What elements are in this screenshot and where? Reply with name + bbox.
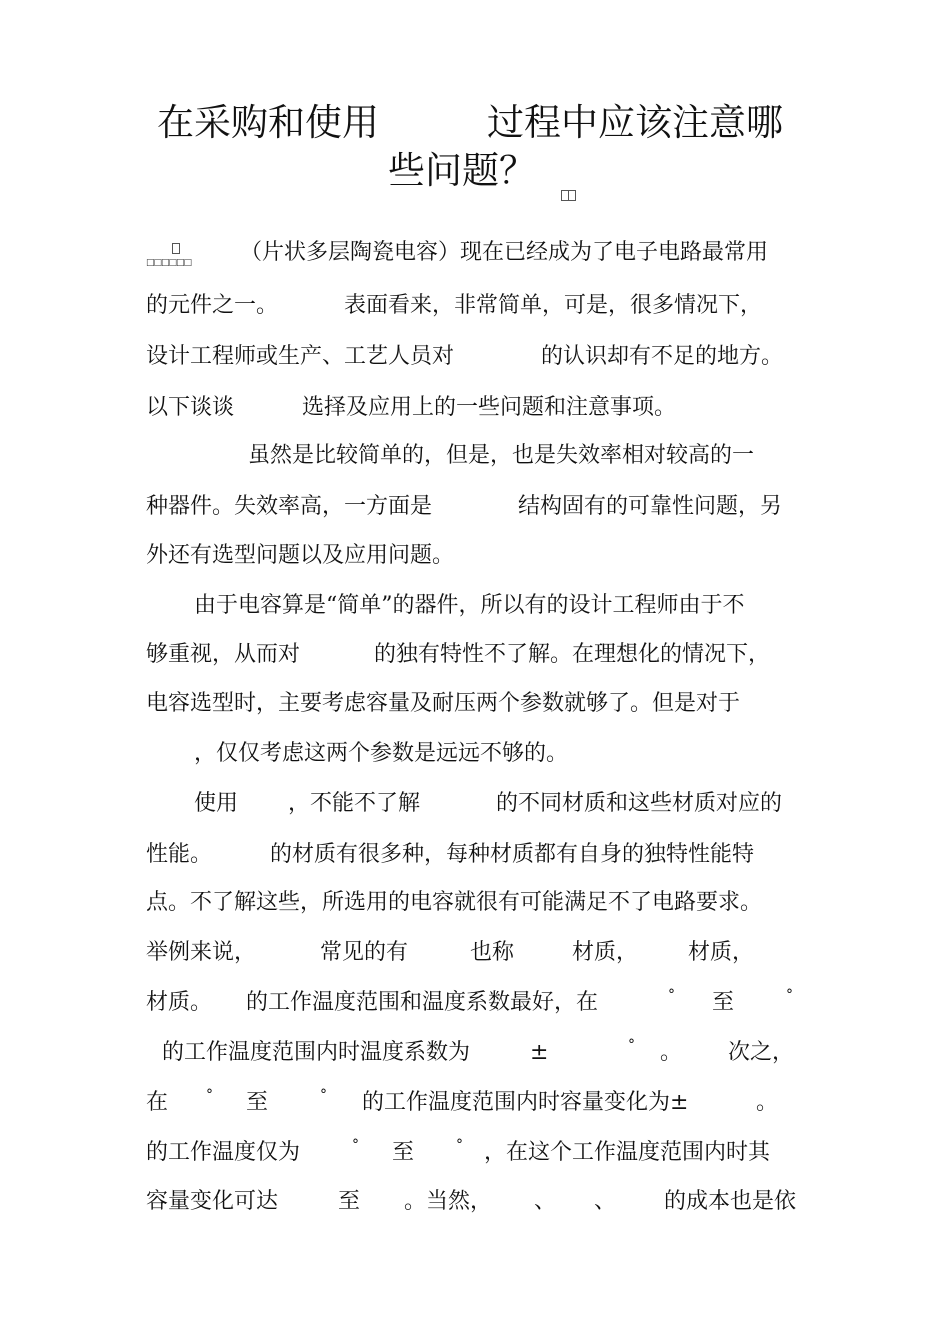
- text-segment: °: [320, 1087, 327, 1103]
- text-segment: °: [456, 1137, 463, 1153]
- body-line: [0, 439, 950, 473]
- text-segment: 材质。: [146, 990, 213, 1015]
- text-segment: 电容选型时，主要考虑容量及耐压两个参数就够了。但是对于: [146, 691, 741, 716]
- text-segment: 至: [246, 1090, 269, 1115]
- text-segment: 至: [338, 1189, 361, 1214]
- missing-glyph-box: [568, 190, 576, 201]
- text-segment: 的工作温度范围和温度系数最好，在: [246, 990, 599, 1015]
- text-segment: 的成本也是依: [664, 1189, 797, 1214]
- text-segment: 点。不了解这些，所选用的电容就很有可能满足不了电路要求。: [146, 890, 763, 915]
- text-segment: 也称: [470, 940, 515, 965]
- text-segment: ，在这个工作温度范围内时其: [484, 1140, 771, 1165]
- text-segment: 、: [534, 1189, 557, 1214]
- body-line: [0, 1136, 950, 1170]
- text-segment: °: [786, 987, 793, 1003]
- text-segment: 的工作温度仅为: [146, 1140, 301, 1165]
- body-line: [0, 986, 950, 1020]
- text-segment: 表面看来，非常简单，可是，很多情况下，: [344, 293, 763, 318]
- text-segment: ，仅仅考虑这两个参数是远远不够的。: [194, 741, 569, 766]
- text-segment: 。: [660, 1040, 683, 1065]
- text-segment: 材质，: [688, 940, 755, 965]
- text-segment: ，不能不了解: [288, 791, 421, 816]
- text-segment: 设计工程师或生产、工艺人员对: [146, 344, 455, 369]
- text-segment: 至: [712, 990, 735, 1015]
- text-segment: 。: [756, 1090, 779, 1115]
- body-line: [0, 687, 950, 721]
- text-segment: 材质，: [572, 940, 639, 965]
- text-segment: 常见的有: [320, 940, 409, 965]
- body-line: [0, 1036, 950, 1070]
- text-segment: 结构固有的可靠性问题，另: [518, 494, 783, 519]
- text-segment: 种器件。失效率高，一方面是: [146, 494, 433, 519]
- text-segment: 外还有选型问题以及应用问题。: [146, 543, 455, 568]
- text-segment: 在: [146, 1090, 169, 1115]
- text-segment: °: [628, 1037, 635, 1053]
- body-line: [0, 936, 950, 970]
- body-line: [0, 340, 950, 374]
- text-segment: °: [206, 1087, 213, 1103]
- text-segment: 虽然是比较简单的，但是，也是失效率相对较高的一: [248, 443, 755, 468]
- text-segment: 的不同材质和这些材质对应的: [496, 791, 783, 816]
- text-segment: （片状多层陶瓷电容）现在已经成为了电子电路最常用: [240, 240, 769, 265]
- text-segment: 选择及应用上的一些问题和注意事项。: [302, 395, 677, 420]
- body-line: [0, 1086, 950, 1120]
- text-segment: 的独有特性不了解。在理想化的情况下，: [374, 642, 771, 667]
- body-line: [0, 787, 950, 821]
- text-segment: 至: [392, 1140, 415, 1165]
- text-segment: 的工作温度范围内时容量变化为±: [362, 1090, 689, 1115]
- text-segment: 的元件之一。: [146, 293, 279, 318]
- text-segment: °: [668, 987, 675, 1003]
- body-line: [0, 886, 950, 920]
- title-part-2: 过程中应该注意哪: [487, 101, 783, 144]
- text-segment: 以下谈谈: [146, 395, 235, 420]
- body-line: [0, 737, 950, 771]
- text-segment: 举例来说，: [146, 940, 257, 965]
- text-segment: 次之，: [728, 1040, 795, 1065]
- body-line: [0, 589, 950, 623]
- text-segment: 的材质有很多种，每种材质都有自身的独特性能特: [270, 842, 755, 867]
- title-part-1: 在采购和使用: [157, 101, 379, 144]
- text-segment: 由于电容算是“简单”的器件，所以有的设计工程师由于不: [194, 593, 745, 618]
- body-line: [0, 638, 950, 672]
- text-segment: 容量变化可达: [146, 1189, 279, 1214]
- body-line: [0, 490, 950, 524]
- text-segment: 的认识却有不足的地方。: [541, 344, 784, 369]
- body-line: [0, 391, 950, 425]
- body-line: [0, 539, 950, 573]
- text-segment: °: [352, 1137, 359, 1153]
- text-segment: 。当然，: [404, 1189, 493, 1214]
- body-line: [0, 236, 950, 270]
- text-segment: 够重视，从而对: [146, 642, 301, 667]
- missing-glyph-row: □□□□□□: [146, 258, 192, 268]
- body-line: [0, 838, 950, 872]
- text-segment: ±: [530, 1040, 549, 1065]
- text-segment: 的工作温度范围内时温度系数为: [162, 1040, 471, 1065]
- text-segment: 性能。: [146, 842, 213, 867]
- body-line: [0, 289, 950, 323]
- title-part-3: 些问题？: [388, 149, 536, 192]
- body-line: [0, 1185, 950, 1219]
- text-segment: 使用: [194, 791, 239, 816]
- text-segment: 、: [594, 1189, 617, 1214]
